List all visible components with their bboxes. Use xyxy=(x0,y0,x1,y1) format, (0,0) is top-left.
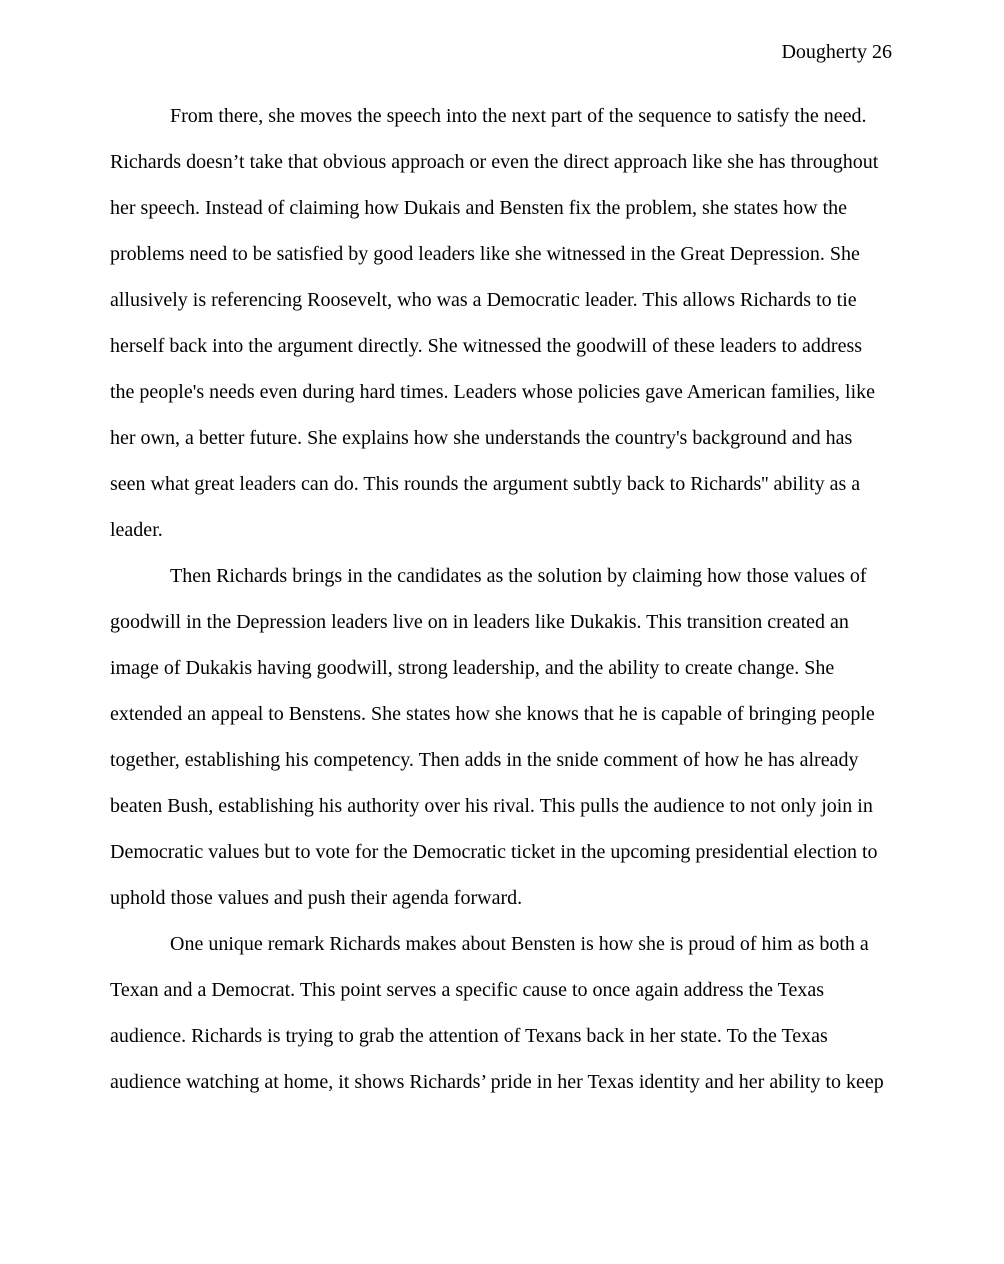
paragraph-line: her own, a better future. She explains how she understands the country's background and has xyxy=(110,427,853,449)
paragraph-line: her speech. Instead of claiming how Dukais and Bensten fix the problem, she states how the xyxy=(110,197,848,219)
paragraph-line: From there, she moves the speech into the next part of the sequence to satisfy the need. xyxy=(170,105,867,127)
paragraph-line: Texan and a Democrat. This point serves a specific cause to once again address the Texas xyxy=(110,979,824,1001)
paragraph-line: the people's needs even during hard times. Leaders whose policies gave American families, like xyxy=(110,381,876,403)
paragraph-line: Then Richards brings in the candidates as the solution by claiming how those values of xyxy=(170,565,867,587)
body-text xyxy=(110,93,896,1105)
paragraph-line: audience watching at home, it shows Richards’ pride in her Texas identity and her ability to keep xyxy=(110,1071,884,1093)
paragraph-line: goodwill in the Depression leaders live on in leaders like Dukakis. This transition created an xyxy=(110,611,849,633)
paragraph-line: herself back into the argument directly. She witnessed the goodwill of these leaders to address xyxy=(110,335,863,357)
paragraph xyxy=(110,553,896,921)
paragraph-line: allusively is referencing Roosevelt, who was a Democratic leader. This allows Richards to tie xyxy=(110,289,857,311)
paragraph-line: uphold those values and push their agenda forward. xyxy=(110,887,523,909)
paragraph-line: One unique remark Richards makes about Bensten is how she is proud of him as both a xyxy=(170,933,869,955)
paragraph-line: problems need to be satisfied by good leaders like she witnessed in the Great Depression. She xyxy=(110,243,860,265)
paragraph xyxy=(110,921,896,1105)
paragraph-line: together, establishing his competency. Then adds in the snide comment of how he has already xyxy=(110,749,859,771)
running-head: Dougherty 26 xyxy=(781,41,892,63)
paragraph-line: seen what great leaders can do. This rounds the argument subtly back to Richards'' ability as a xyxy=(110,473,861,495)
paragraph-line: image of Dukakis having goodwill, strong leadership, and the ability to create change. She xyxy=(110,657,835,679)
paragraph-line: beaten Bush, establishing his authority over his rival. This pulls the audience to not only join in xyxy=(110,795,873,817)
paragraph-line: leader. xyxy=(110,519,163,541)
paragraph-line: extended an appeal to Benstens. She states how she knows that he is capable of bringing people xyxy=(110,703,875,725)
paragraph-line: Richards doesn’t take that obvious approach or even the direct approach like she has throughout xyxy=(110,151,879,173)
paragraph xyxy=(110,93,896,553)
paragraph-line: audience. Richards is trying to grab the attention of Texans back in her state. To the Texas xyxy=(110,1025,828,1047)
paragraph-line: Democratic values but to vote for the Democratic ticket in the upcoming presidential election to xyxy=(110,841,878,863)
